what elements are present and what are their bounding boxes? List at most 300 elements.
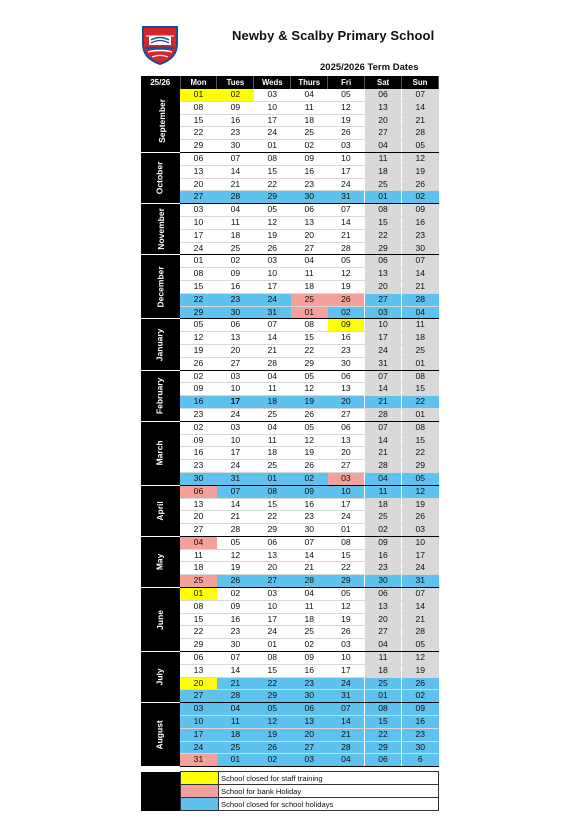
day-cell: 02 [180, 370, 217, 383]
day-cell: 22 [254, 178, 291, 191]
week-row [141, 408, 439, 421]
week-row [141, 434, 439, 447]
day-cell: 30 [291, 191, 328, 204]
day-cell: 17 [180, 728, 217, 741]
week-row [141, 396, 439, 409]
day-cell: 25 [217, 242, 254, 255]
day-cell: 05 [402, 472, 439, 485]
day-cell: 30 [217, 639, 254, 652]
day-cell: 22 [180, 293, 217, 306]
day-cell: 27 [291, 242, 328, 255]
day-cell: 03 [180, 204, 217, 217]
day-cell: 18 [402, 332, 439, 345]
day-cell: 11 [291, 101, 328, 114]
day-cell: 12 [328, 101, 365, 114]
day-cell: 30 [328, 357, 365, 370]
legend-spacer [141, 798, 181, 811]
day-cell: 16 [217, 114, 254, 127]
day-cell: 21 [217, 178, 254, 191]
day-cell: 02 [254, 754, 291, 767]
week-row [141, 421, 439, 434]
day-cell: 27 [217, 357, 254, 370]
day-cell: 24 [328, 511, 365, 524]
day-cell: 09 [328, 319, 365, 332]
day-cell: 10 [217, 434, 254, 447]
week-row [141, 575, 439, 588]
day-cell: 10 [328, 485, 365, 498]
week-row [141, 357, 439, 370]
day-cell: 01 [180, 255, 217, 268]
day-cell: 05 [254, 204, 291, 217]
day-cell: 08 [180, 268, 217, 281]
month-name: August [154, 720, 165, 750]
day-cell: 23 [365, 562, 402, 575]
day-cell: 19 [328, 280, 365, 293]
day-cell: 18 [254, 396, 291, 409]
month-name: November [155, 208, 166, 251]
day-cell: 20 [291, 229, 328, 242]
week-row [141, 485, 439, 498]
day-cell: 07 [217, 652, 254, 665]
day-cell: 20 [365, 280, 402, 293]
day-cell: 08 [254, 485, 291, 498]
day-cell: 02 [291, 472, 328, 485]
day-cell: 15 [328, 549, 365, 562]
day-cell: 02 [402, 690, 439, 703]
day-cell: 18 [217, 728, 254, 741]
day-cell: 05 [328, 588, 365, 601]
day-cell: 18 [291, 280, 328, 293]
day-cell: 13 [180, 498, 217, 511]
day-cell: 18 [291, 114, 328, 127]
day-cell: 26 [402, 511, 439, 524]
day-cell: 15 [402, 383, 439, 396]
day-cell: 20 [365, 114, 402, 127]
day-cell: 02 [217, 255, 254, 268]
day-cell: 28 [402, 626, 439, 639]
day-cell: 28 [217, 524, 254, 537]
day-cell: 29 [328, 575, 365, 588]
day-cell: 22 [365, 229, 402, 242]
day-cell: 06 [254, 536, 291, 549]
week-row [141, 319, 439, 332]
day-cell: 29 [180, 140, 217, 153]
day-cell: 05 [402, 639, 439, 652]
day-cell: 16 [217, 280, 254, 293]
week-row [141, 344, 439, 357]
day-cell: 15 [365, 216, 402, 229]
day-cell: 16 [365, 549, 402, 562]
day-cell: 19 [328, 613, 365, 626]
month-name: December [155, 266, 166, 308]
day-header-mon: Mon [180, 76, 217, 89]
week-row [141, 229, 439, 242]
day-cell: 22 [402, 396, 439, 409]
day-cell: 20 [254, 562, 291, 575]
day-cell: 20 [180, 511, 217, 524]
day-cell: 05 [217, 536, 254, 549]
calendar-header-row [141, 76, 439, 89]
day-cell: 11 [180, 549, 217, 562]
day-cell: 12 [291, 434, 328, 447]
day-cell: 28 [254, 357, 291, 370]
legend-label: School closed for school holidays [219, 798, 439, 811]
month-name: January [154, 328, 165, 361]
day-cell: 12 [217, 549, 254, 562]
day-cell: 03 [254, 89, 291, 101]
day-cell: 25 [254, 460, 291, 473]
day-cell: 05 [291, 421, 328, 434]
day-cell: 25 [365, 178, 402, 191]
day-cell: 25 [402, 344, 439, 357]
day-cell: 28 [402, 293, 439, 306]
month-name: May [154, 553, 165, 571]
day-cell: 25 [180, 575, 217, 588]
day-cell: 06 [365, 255, 402, 268]
day-cell: 04 [365, 472, 402, 485]
day-cell: 19 [402, 165, 439, 178]
day-cell: 17 [217, 396, 254, 409]
day-header-thu: Thurs [291, 76, 328, 89]
week-row [141, 728, 439, 741]
day-cell: 30 [402, 741, 439, 754]
day-cell: 30 [365, 575, 402, 588]
week-row [141, 216, 439, 229]
week-row [141, 140, 439, 153]
day-cell: 29 [180, 306, 217, 319]
day-cell: 09 [365, 536, 402, 549]
day-cell: 14 [328, 216, 365, 229]
day-cell: 09 [217, 101, 254, 114]
week-row [141, 178, 439, 191]
day-cell: 18 [217, 229, 254, 242]
day-cell: 21 [254, 344, 291, 357]
week-row [141, 332, 439, 345]
day-cell: 17 [254, 114, 291, 127]
day-cell: 19 [291, 396, 328, 409]
day-cell: 13 [180, 664, 217, 677]
day-cell: 04 [217, 204, 254, 217]
day-cell: 26 [402, 677, 439, 690]
day-cell: 01 [328, 524, 365, 537]
day-cell: 27 [291, 741, 328, 754]
week-row [141, 588, 439, 601]
day-cell: 20 [365, 613, 402, 626]
day-cell: 23 [217, 293, 254, 306]
day-cell: 23 [328, 344, 365, 357]
day-cell: 27 [328, 460, 365, 473]
day-cell: 04 [291, 255, 328, 268]
day-cell: 25 [254, 408, 291, 421]
day-cell: 01 [402, 408, 439, 421]
day-cell: 06 [180, 652, 217, 665]
day-cell: 31 [180, 754, 217, 767]
week-row [141, 127, 439, 140]
day-cell: 04 [180, 536, 217, 549]
day-cell: 23 [217, 626, 254, 639]
day-cell: 27 [365, 626, 402, 639]
day-cell: 13 [365, 101, 402, 114]
day-cell: 02 [291, 140, 328, 153]
day-cell: 17 [328, 664, 365, 677]
day-cell: 08 [402, 421, 439, 434]
day-cell: 05 [291, 370, 328, 383]
day-cell: 08 [365, 204, 402, 217]
day-cell: 07 [291, 536, 328, 549]
day-cell: 25 [365, 677, 402, 690]
month-name: July [154, 668, 165, 686]
day-cell: 21 [328, 229, 365, 242]
week-row [141, 741, 439, 754]
day-header-sat: Sat [365, 76, 402, 89]
day-cell: 10 [180, 216, 217, 229]
week-row [141, 268, 439, 281]
day-cell: 29 [180, 639, 217, 652]
day-cell: 11 [365, 485, 402, 498]
day-cell: 24 [254, 127, 291, 140]
day-cell: 14 [402, 101, 439, 114]
day-cell: 21 [291, 562, 328, 575]
legend-swatch [181, 772, 219, 785]
day-cell: 20 [291, 728, 328, 741]
day-cell: 06 [180, 152, 217, 165]
legend-swatch [181, 798, 219, 811]
week-row [141, 626, 439, 639]
day-cell: 12 [291, 383, 328, 396]
legend-row [141, 798, 439, 811]
school-name-heading: Newby & Scalby Primary School [232, 28, 435, 43]
month-label-cell [141, 421, 180, 485]
week-row [141, 664, 439, 677]
day-cell: 05 [402, 140, 439, 153]
day-cell: 13 [180, 165, 217, 178]
day-header-fri: Fri [328, 76, 365, 89]
day-cell: 15 [402, 434, 439, 447]
day-cell: 04 [328, 754, 365, 767]
day-cell: 30 [291, 690, 328, 703]
day-cell: 24 [402, 562, 439, 575]
day-cell: 04 [254, 421, 291, 434]
day-cell: 26 [254, 741, 291, 754]
day-cell: 12 [328, 600, 365, 613]
day-cell: 23 [180, 408, 217, 421]
day-cell: 24 [217, 408, 254, 421]
day-cell: 26 [402, 178, 439, 191]
day-cell: 22 [402, 447, 439, 460]
day-cell: 06 [365, 754, 402, 767]
day-cell: 04 [254, 370, 291, 383]
day-cell: 28 [365, 408, 402, 421]
day-cell: 31 [402, 575, 439, 588]
day-cell: 06 [217, 319, 254, 332]
day-cell: 17 [328, 498, 365, 511]
day-cell: 07 [365, 421, 402, 434]
day-cell: 09 [180, 434, 217, 447]
day-cell: 25 [217, 741, 254, 754]
day-cell: 09 [217, 268, 254, 281]
day-cell: 17 [254, 613, 291, 626]
day-cell: 17 [217, 447, 254, 460]
day-cell: 15 [254, 165, 291, 178]
week-row [141, 191, 439, 204]
day-cell: 17 [180, 229, 217, 242]
day-cell: 31 [254, 306, 291, 319]
day-cell: 02 [328, 306, 365, 319]
week-row [141, 511, 439, 524]
day-cell: 18 [365, 498, 402, 511]
legend-row [141, 772, 439, 785]
day-cell: 22 [180, 626, 217, 639]
day-header-wed: Weds [254, 76, 291, 89]
day-cell: 14 [402, 600, 439, 613]
day-cell: 02 [291, 639, 328, 652]
day-cell: 06 [180, 485, 217, 498]
day-cell: 26 [180, 357, 217, 370]
month-name: April [154, 501, 165, 521]
day-cell: 11 [291, 268, 328, 281]
day-cell: 16 [291, 165, 328, 178]
day-cell: 02 [217, 588, 254, 601]
day-cell: 23 [291, 511, 328, 524]
day-cell: 22 [254, 677, 291, 690]
day-cell: 04 [365, 639, 402, 652]
day-cell: 07 [402, 255, 439, 268]
day-cell: 01 [217, 754, 254, 767]
day-cell: 24 [217, 460, 254, 473]
day-cell: 07 [365, 370, 402, 383]
day-cell: 07 [328, 204, 365, 217]
day-cell: 15 [180, 114, 217, 127]
day-cell: 11 [217, 716, 254, 729]
day-cell: 25 [291, 293, 328, 306]
week-row [141, 242, 439, 255]
day-cell: 29 [254, 524, 291, 537]
day-cell: 31 [365, 357, 402, 370]
day-cell: 05 [180, 319, 217, 332]
day-cell: 15 [291, 332, 328, 345]
month-label-cell [141, 319, 180, 370]
day-cell: 18 [291, 613, 328, 626]
day-cell: 10 [328, 652, 365, 665]
month-label-cell [141, 485, 180, 536]
day-cell: 26 [328, 127, 365, 140]
week-row [141, 383, 439, 396]
day-cell: 17 [328, 165, 365, 178]
day-cell: 30 [402, 242, 439, 255]
day-cell: 01 [180, 89, 217, 101]
day-cell: 21 [365, 447, 402, 460]
week-row [141, 754, 439, 767]
day-cell: 16 [291, 498, 328, 511]
day-cell: 29 [254, 690, 291, 703]
day-cell: 11 [254, 434, 291, 447]
day-cell: 03 [328, 140, 365, 153]
day-cell: 08 [180, 101, 217, 114]
day-cell: 12 [402, 485, 439, 498]
day-cell: 01 [180, 588, 217, 601]
day-cell: 06 [365, 588, 402, 601]
day-cell: 20 [180, 677, 217, 690]
day-cell: 04 [217, 703, 254, 716]
day-cell: 27 [328, 408, 365, 421]
day-cell: 11 [254, 383, 291, 396]
day-cell: 18 [180, 562, 217, 575]
month-label-cell [141, 255, 180, 319]
day-cell: 13 [365, 600, 402, 613]
day-cell: 19 [291, 447, 328, 460]
day-cell: 27 [180, 690, 217, 703]
day-cell: 25 [291, 626, 328, 639]
day-cell: 31 [217, 472, 254, 485]
day-cell: 10 [254, 101, 291, 114]
day-cell: 21 [328, 728, 365, 741]
day-cell: 16 [180, 396, 217, 409]
day-cell: 15 [254, 664, 291, 677]
day-cell: 10 [180, 716, 217, 729]
day-cell: 31 [328, 191, 365, 204]
day-cell: 10 [328, 152, 365, 165]
day-cell: 25 [365, 511, 402, 524]
day-cell: 05 [254, 703, 291, 716]
day-cell: 16 [217, 613, 254, 626]
day-cell: 09 [180, 383, 217, 396]
day-cell: 28 [217, 191, 254, 204]
day-cell: 27 [180, 191, 217, 204]
month-label-cell [141, 89, 180, 152]
day-cell: 06 [328, 370, 365, 383]
school-crest-logo [139, 24, 181, 66]
day-cell: 07 [217, 152, 254, 165]
day-cell: 15 [180, 280, 217, 293]
day-cell: 24 [254, 293, 291, 306]
day-cell: 11 [217, 216, 254, 229]
day-header-tue: Tues [217, 76, 254, 89]
day-cell: 13 [254, 549, 291, 562]
day-cell: 14 [291, 549, 328, 562]
day-cell: 21 [402, 613, 439, 626]
day-cell: 27 [365, 127, 402, 140]
day-cell: 03 [254, 255, 291, 268]
month-name: June [154, 609, 165, 630]
day-cell: 30 [217, 306, 254, 319]
day-cell: 28 [291, 575, 328, 588]
day-cell: 16 [291, 664, 328, 677]
day-cell: 24 [180, 741, 217, 754]
day-cell: 01 [365, 690, 402, 703]
day-cell: 12 [254, 716, 291, 729]
day-cell: 03 [217, 370, 254, 383]
day-cell: 08 [365, 703, 402, 716]
day-cell: 24 [328, 178, 365, 191]
day-cell: 03 [180, 703, 217, 716]
legend-row [141, 785, 439, 798]
day-cell: 03 [402, 524, 439, 537]
day-cell: 01 [291, 306, 328, 319]
calendar-body [141, 89, 439, 767]
day-cell: 30 [217, 140, 254, 153]
day-cell: 02 [180, 421, 217, 434]
day-cell: 03 [217, 421, 254, 434]
day-cell: 24 [254, 626, 291, 639]
week-row [141, 204, 439, 217]
day-header-sun: Sun [402, 76, 439, 89]
month-label-cell [141, 588, 180, 652]
month-label-cell [141, 370, 180, 421]
legend-label: School for bank Holiday [219, 785, 439, 798]
day-cell: 28 [328, 242, 365, 255]
day-cell: 17 [402, 549, 439, 562]
legend-spacer [141, 772, 181, 785]
